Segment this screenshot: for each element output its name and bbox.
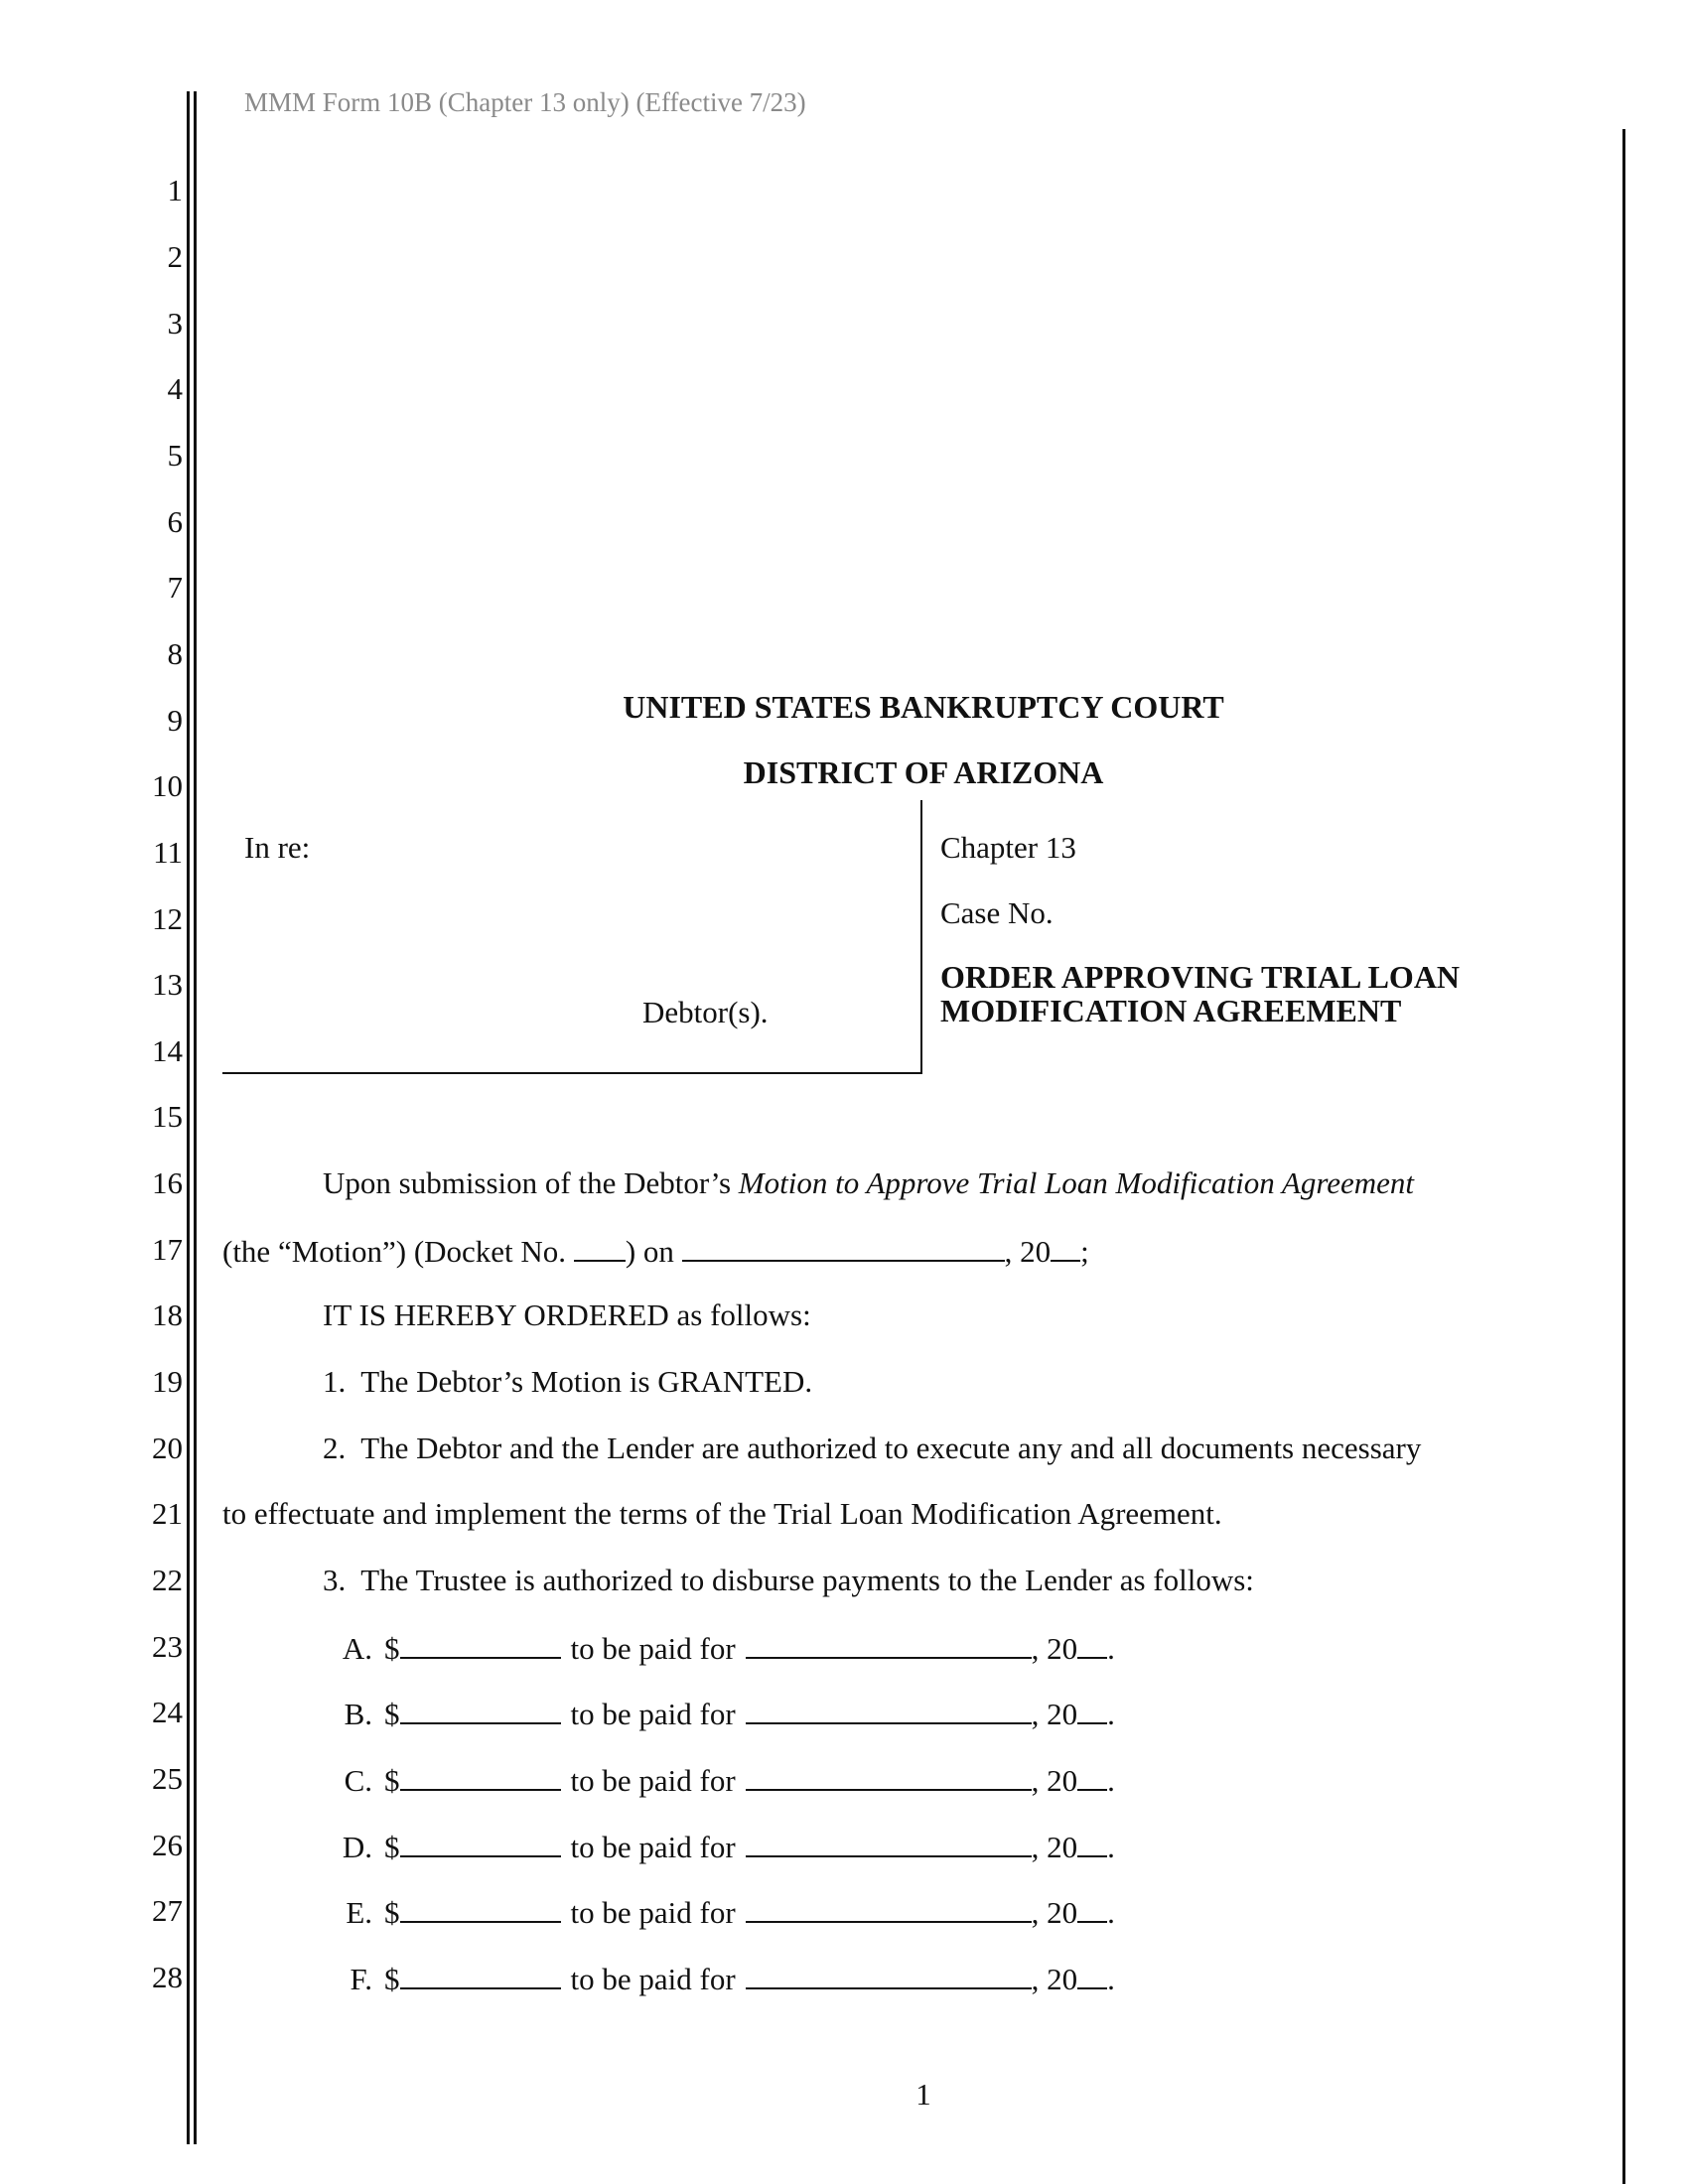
- line-number: 28: [152, 1960, 183, 1994]
- order-item-2-line1: 2. The Debtor and the Lender are authorized to execute any and all documents necessary: [323, 1431, 1422, 1465]
- order-item-1: 1. The Debtor’s Motion is GRANTED.: [323, 1364, 813, 1399]
- ordered-statement: IT IS HEREBY ORDERED as follows:: [323, 1297, 811, 1332]
- payment-month-blank[interactable]: [746, 1697, 1032, 1724]
- payment-month-blank[interactable]: [746, 1895, 1032, 1923]
- payment-year-blank[interactable]: [1077, 1895, 1107, 1923]
- payment-letter: F.: [350, 1962, 372, 1996]
- paid-for-text: to be paid for: [570, 1830, 736, 1864]
- line-number: 6: [167, 504, 183, 539]
- intro-motion-ref: (the “Motion”) (Docket No.: [222, 1234, 574, 1269]
- court-district: DISTRICT OF ARIZONA: [743, 754, 1104, 790]
- line-number: 21: [152, 1496, 183, 1531]
- intro-on: ) on: [625, 1234, 682, 1269]
- line-number: 20: [152, 1431, 183, 1465]
- period: .: [1107, 1631, 1115, 1666]
- line-number: 3: [167, 306, 183, 341]
- payment-line: [323, 1763, 1115, 1796]
- intro-line-1: [323, 1167, 1414, 1198]
- payment-month-blank[interactable]: [746, 1962, 1032, 1989]
- amount-blank[interactable]: [400, 1962, 561, 1989]
- line-number: 10: [152, 768, 183, 803]
- order-title-line2: MODIFICATION AGREEMENT: [940, 993, 1402, 1028]
- line-number: 16: [152, 1165, 183, 1200]
- left-margin-rule-inner: [194, 91, 197, 2144]
- submission-year-blank[interactable]: [1051, 1234, 1080, 1262]
- line-number: 7: [167, 570, 183, 605]
- dollar-sign: $: [384, 1962, 400, 1996]
- payment-year-blank[interactable]: [1077, 1631, 1107, 1659]
- docket-number-blank[interactable]: [574, 1234, 626, 1262]
- line-number: 8: [167, 636, 183, 671]
- intro-semicolon: ;: [1080, 1234, 1089, 1269]
- line-number: 9: [167, 703, 183, 738]
- payment-letter: E.: [346, 1895, 372, 1930]
- dollar-sign: $: [384, 1697, 400, 1731]
- page-number: 1: [915, 2077, 931, 2112]
- court-name: UNITED STATES BANKRUPTCY COURT: [623, 689, 1224, 725]
- period: .: [1107, 1763, 1115, 1798]
- year-prefix: , 20: [1031, 1830, 1078, 1864]
- line-number: 14: [152, 1033, 183, 1068]
- payment-year-blank[interactable]: [1077, 1830, 1107, 1857]
- amount-blank[interactable]: [400, 1895, 561, 1923]
- form-identifier: MMM Form 10B (Chapter 13 only) (Effective 7/23): [244, 87, 806, 117]
- left-margin-rule-outer: [187, 91, 190, 2144]
- line-number: 25: [152, 1761, 183, 1796]
- paid-for-text: to be paid for: [570, 1962, 736, 1996]
- payment-line: [323, 1962, 1115, 1994]
- paid-for-text: to be paid for: [570, 1763, 736, 1798]
- line-number: 18: [152, 1297, 183, 1332]
- intro-prefix: Upon submission of the Debtor’s: [323, 1165, 739, 1200]
- paid-for-text: to be paid for: [570, 1697, 736, 1731]
- line-number: 23: [152, 1629, 183, 1664]
- amount-blank[interactable]: [400, 1697, 561, 1724]
- payment-month-blank[interactable]: [746, 1763, 1032, 1791]
- year-prefix: , 20: [1031, 1697, 1078, 1731]
- payment-letter: B.: [344, 1697, 372, 1731]
- amount-blank[interactable]: [400, 1830, 561, 1857]
- payment-line: [323, 1895, 1115, 1928]
- line-number: 12: [152, 901, 183, 936]
- order-item-3: 3. The Trustee is authorized to disburse payments to the Lender as follows:: [323, 1563, 1254, 1597]
- debtor-label: Debtor(s).: [642, 995, 769, 1029]
- submission-date-blank[interactable]: [682, 1234, 1005, 1262]
- payment-letter: D.: [342, 1830, 372, 1864]
- line-number: 27: [152, 1893, 183, 1928]
- payment-line: [323, 1631, 1115, 1664]
- period: .: [1107, 1962, 1115, 1996]
- year-prefix: , 20: [1031, 1763, 1078, 1798]
- dollar-sign: $: [384, 1763, 400, 1798]
- paid-for-text: to be paid for: [570, 1895, 736, 1930]
- line-number: 1: [167, 173, 183, 207]
- payment-year-blank[interactable]: [1077, 1697, 1107, 1724]
- period: .: [1107, 1895, 1115, 1930]
- dollar-sign: $: [384, 1830, 400, 1864]
- paid-for-text: to be paid for: [570, 1631, 736, 1666]
- payment-line: [323, 1697, 1115, 1729]
- line-number: 2: [167, 239, 183, 274]
- year-prefix: , 20: [1031, 1895, 1078, 1930]
- line-number: 19: [152, 1364, 183, 1399]
- amount-blank[interactable]: [400, 1763, 561, 1791]
- intro-year-prefix: , 20: [1004, 1234, 1052, 1269]
- line-number: 22: [152, 1563, 183, 1597]
- payment-letter: A.: [342, 1631, 372, 1666]
- line-number: 13: [152, 967, 183, 1002]
- chapter-label: Chapter 13: [940, 830, 1076, 865]
- line-number: 15: [152, 1099, 183, 1134]
- line-number: 26: [152, 1828, 183, 1862]
- caption-bottom-rule: [222, 1072, 922, 1074]
- right-margin-rule: [1622, 129, 1625, 2184]
- line-number: 4: [167, 371, 183, 406]
- amount-blank[interactable]: [400, 1631, 561, 1659]
- period: .: [1107, 1697, 1115, 1731]
- order-item-2-line2: to effectuate and implement the terms of the Trial Loan Modification Agreement.: [222, 1496, 1222, 1531]
- payment-year-blank[interactable]: [1077, 1763, 1107, 1791]
- dollar-sign: $: [384, 1895, 400, 1930]
- payment-line: [323, 1830, 1115, 1862]
- line-number: 5: [167, 438, 183, 473]
- intro-line-2: [222, 1234, 1089, 1267]
- caption-divider-rule: [920, 800, 922, 1074]
- in-re-label: In re:: [244, 830, 311, 865]
- line-number: 11: [153, 835, 183, 870]
- year-prefix: , 20: [1031, 1962, 1078, 1996]
- payment-month-blank[interactable]: [746, 1830, 1032, 1857]
- period: .: [1107, 1830, 1115, 1864]
- payment-month-blank[interactable]: [746, 1631, 1032, 1659]
- payment-year-blank[interactable]: [1077, 1962, 1107, 1989]
- payment-letter: C.: [344, 1763, 372, 1798]
- line-number: 17: [152, 1232, 183, 1267]
- line-number: 24: [152, 1695, 183, 1729]
- case-number-label: Case No.: [940, 895, 1054, 930]
- motion-title: Motion to Approve Trial Loan Modification Agreement: [738, 1165, 1415, 1200]
- dollar-sign: $: [384, 1631, 400, 1666]
- order-title-line1: ORDER APPROVING TRIAL LOAN: [940, 959, 1461, 995]
- year-prefix: , 20: [1031, 1631, 1078, 1666]
